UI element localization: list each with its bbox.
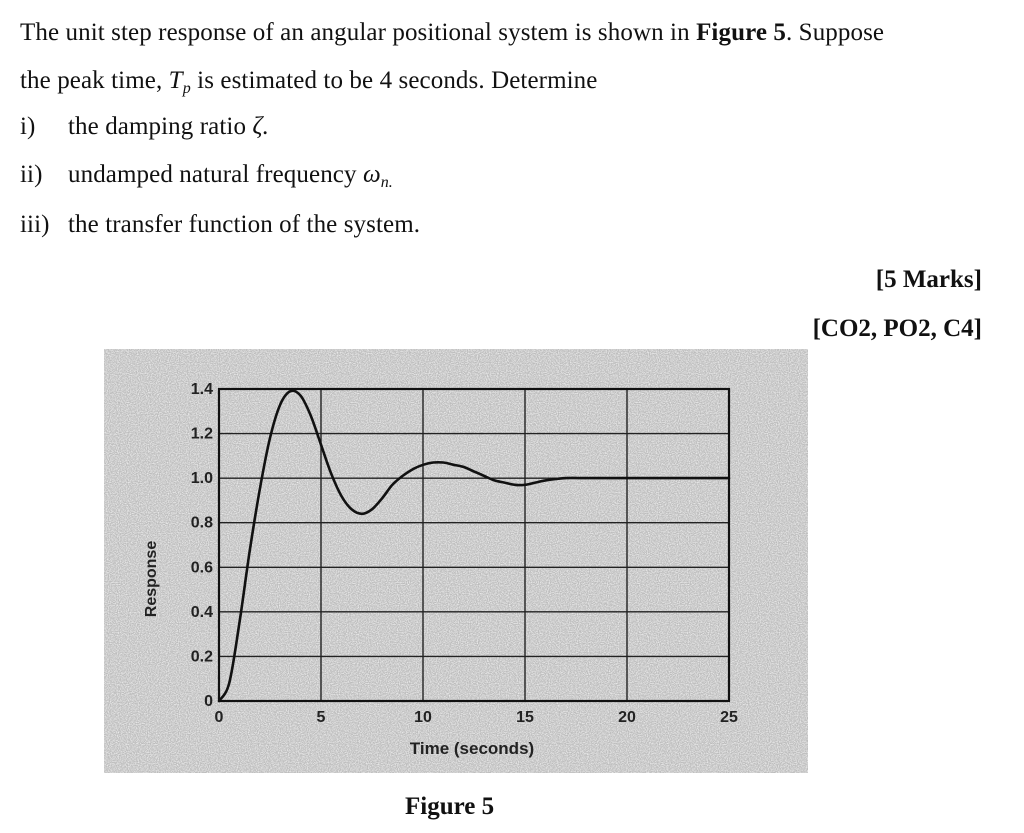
x-axis-label: Time (seconds): [409, 739, 535, 758]
step-response-figure: [104, 349, 808, 773]
omega-symbol: ω: [362, 161, 381, 188]
y-tick-label: 1.0: [190, 470, 213, 488]
part-text: the transfer function of the system.: [68, 211, 421, 238]
part-text: the damping ratio: [68, 113, 253, 140]
x-tick-label: 15: [516, 709, 534, 726]
part-number: i): [20, 113, 36, 140]
part-i: [20, 112, 269, 142]
y-tick-label: 0: [204, 693, 213, 710]
y-tick-label: 0.6: [190, 559, 213, 577]
peak-time-subscript: p: [182, 80, 191, 97]
figure-reference: Figure 5: [696, 19, 786, 46]
y-tick-label: 1.4: [190, 381, 213, 398]
marks-label: [5 Marks]: [875, 266, 982, 293]
y-tick-label: 0.8: [190, 514, 213, 532]
question-intro-line-1: [20, 18, 884, 48]
zeta-symbol: ζ.: [252, 113, 269, 140]
part-text: undamped natural frequency: [68, 161, 363, 188]
y-axis-label: Response: [143, 540, 160, 618]
intro-text-d: is estimated to be 4 seconds. Determine: [190, 67, 598, 94]
intro-text-a: The unit step response of an angular positional system is shown in: [20, 19, 697, 46]
omega-subscript: n.: [380, 174, 393, 191]
part-number: iii): [20, 211, 50, 238]
part-iii: [20, 210, 420, 240]
y-tick-label: 0.2: [190, 648, 213, 666]
x-tick-label: 25: [720, 709, 738, 726]
part-number: ii): [20, 161, 43, 188]
y-tick-label: 0.4: [190, 603, 213, 621]
part-ii: [20, 160, 393, 198]
y-tick-label: 1.2: [190, 425, 213, 443]
peak-time-symbol: T: [168, 67, 183, 94]
x-tick-label: 0: [214, 709, 224, 726]
x-tick-label: 5: [316, 709, 326, 726]
x-tick-label: 20: [618, 709, 636, 726]
intro-text-b: . Suppose: [785, 19, 885, 46]
question-intro-line-2: [20, 66, 597, 104]
intro-text-c: the peak time,: [20, 67, 169, 94]
figure-caption: Figure 5: [405, 793, 495, 820]
x-tick-label: 10: [414, 709, 432, 726]
course-outcomes-label: [CO2, PO2, C4]: [812, 315, 982, 342]
step-response-chart: [104, 349, 808, 773]
